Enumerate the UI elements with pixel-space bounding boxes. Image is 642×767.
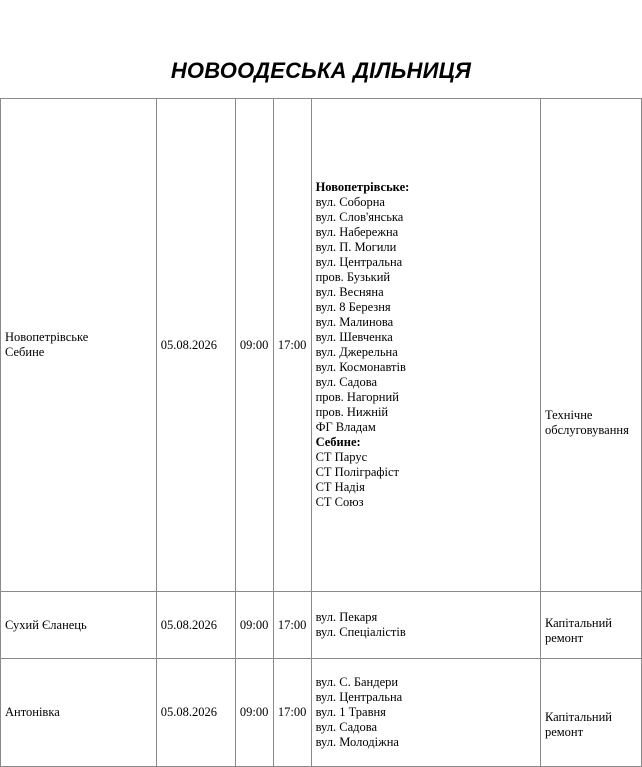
end-time-cell: 17:00 [273,99,311,592]
status-line: обслуговування [544,423,629,437]
status-line: Капітальний [544,616,612,630]
table-row [1,592,642,659]
settlement-cell [1,592,157,659]
table-row [1,99,642,592]
date-cell: 05.08.2026 [156,659,235,767]
status-cell [540,659,641,767]
address-line: вул. Набережна [315,225,399,239]
address-line: СТ Надія [315,480,365,494]
date-cell: 05.08.2026 [156,592,235,659]
table-row [1,659,642,767]
status-cell [540,99,641,592]
address-line: СТ Союз [315,495,364,509]
address-line: вул. Весняна [315,285,384,299]
date-cell: 05.08.2026 [156,99,235,592]
outage-schedule-table [0,98,642,767]
address-line: вул. П. Могили [315,240,397,254]
addresses-cell [311,99,540,592]
status-line: Технічне [544,408,593,422]
settlement-line: Новопетрівське [5,330,89,344]
start-time-cell: 09:00 [235,659,273,767]
address-line: вул. Соборна [315,195,385,209]
address-line: вул. Слов'янська [315,210,404,224]
addresses-cell [311,592,540,659]
address-line: вул. Спеціалістів [315,625,406,639]
start-time-cell: 09:00 [235,592,273,659]
address-line: вул. Джерельна [315,345,398,359]
end-time-cell: 17:00 [273,659,311,767]
settlement-cell [1,99,157,592]
address-line: вул. Космонавтів [315,360,406,374]
address-line: вул. Центральна [315,690,403,704]
settlement-line: Сухий Єланець [5,617,87,632]
status-cell [540,592,641,659]
address-line: ФГ Владам [315,420,376,434]
address-group-heading: Себине: [315,435,361,449]
status-line: Капітальний [544,710,612,724]
end-time-cell: 17:00 [273,592,311,659]
address-line: СТ Парус [315,450,368,464]
settlement-line: Антонівка [5,705,60,719]
page-title: НОВООДЕСЬКА ДІЛЬНИЦЯ [170,58,472,83]
address-line: вул. Шевченка [315,330,393,344]
status-line: ремонт [544,725,584,739]
address-line: вул. Садова [315,720,378,734]
address-line: вул. С. Бандери [315,675,399,689]
address-line: вул. 1 Травня [315,705,386,719]
address-line: пров. Бузький [315,270,391,284]
address-line: вул. Малинова [315,315,394,329]
settlement-line: Себине [5,345,45,359]
address-line: вул. Молодіжна [315,735,399,749]
start-time-cell: 09:00 [235,99,273,592]
address-line: вул. Центральна [315,255,403,269]
settlement-cell [1,659,157,767]
address-group-heading: Новопетрівське: [315,180,410,194]
addresses-cell [311,659,540,767]
address-line: пров. Нижній [315,405,389,419]
address-line: вул. Пекаря [315,610,378,624]
address-line: СТ Поліграфіст [315,465,400,479]
status-line: ремонт [544,631,584,645]
address-line: пров. Нагорний [315,390,399,404]
address-line: вул. Садова [315,375,378,389]
address-line: вул. 8 Березня [315,300,391,314]
